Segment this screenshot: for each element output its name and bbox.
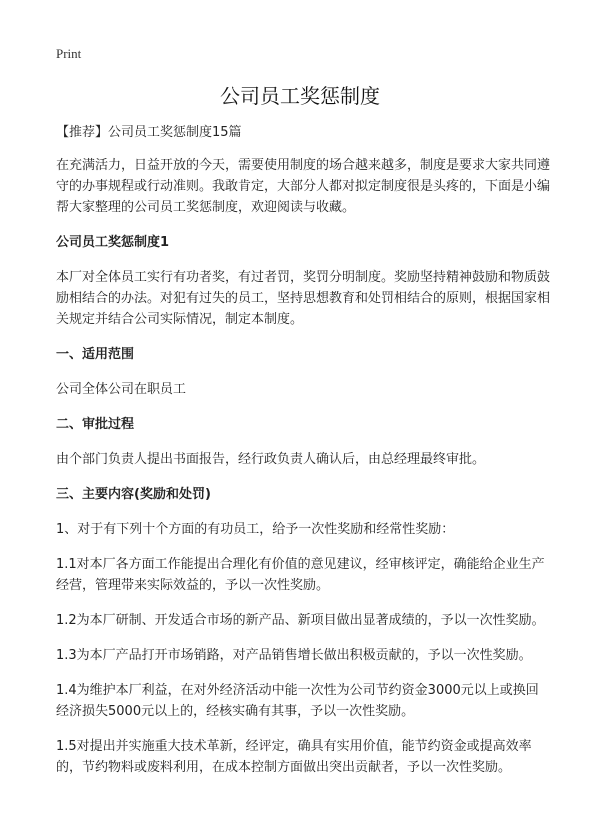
approval-text: 由个部门负责人提出书面报告，经行政负责人确认后，由总经理最终审批。 — [56, 452, 486, 467]
list-item: 1.1对本厂各方面工作能提出合理化有价值的意见建议，经审核评定，确能给企业生产经营，管理带来实际效益的，予以一次性奖励。 — [56, 557, 545, 593]
list-item: 1.3为本厂产品打开市场销路，对产品销售增长做出积极贡献的，予以一次性奖励。 — [56, 648, 532, 663]
list-item: 1.4为维护本厂利益，在对外经济活动中能一次性为公司节约资金3000元以上或换回经济损失5000元以上的，经核实确有其事，予以一次性奖励。 — [56, 683, 539, 719]
scope-text: 公司全体公司在职员工 — [56, 382, 187, 397]
print-label: Print — [56, 46, 82, 61]
intro-paragraph: 在充满活力，日益开放的今天，需要使用制度的场合越来越多，制度是要求大家共同遵守的办事规程或行动准则。我敢肯定，大部分人都对拟定制度很是头疼的，下面是小编帮大家整理的公司员工奖惩制度，欢迎阅读与收藏。 — [56, 158, 551, 215]
list-item: 1.2为本厂研制、开发适合市场的新产品、新项目做出显著成绩的，予以一次性奖励。 — [56, 613, 545, 628]
section-heading: 公司员工奖惩制度1 — [56, 235, 170, 250]
list-item: 1、对于有下列十个方面的有功员工，给予一次性奖励和经常性奖励： — [56, 522, 455, 537]
page-title: 公司员工奖惩制度 — [220, 84, 380, 108]
document-body — [56, 122, 550, 792]
section-paragraph: 本厂对全体员工实行有功者奖，有过者罚，奖罚分明制度。奖励坚持精神鼓励和物质鼓励相结合的办法。对犯有过失的员工，坚持思想教育和处罚相结合的原则，根据国家相关规定并结合公司实际情况，制定本制度。 — [56, 270, 551, 327]
main-content-heading: 三、主要内容(奖励和处罚) — [56, 487, 211, 502]
approval-heading: 二、审批过程 — [56, 417, 135, 432]
list-item: 1.5对提出并实施重大技术革新，经评定，确具有实用价值，能节约资金或提高效率的，节约物料或废料利用，在成本控制方面做出突出贡献者，予以一次性奖励。 — [56, 739, 532, 775]
scope-heading: 一、适用范围 — [56, 347, 135, 362]
recommend-line: 【推荐】公司员工奖惩制度15篇 — [56, 125, 242, 140]
